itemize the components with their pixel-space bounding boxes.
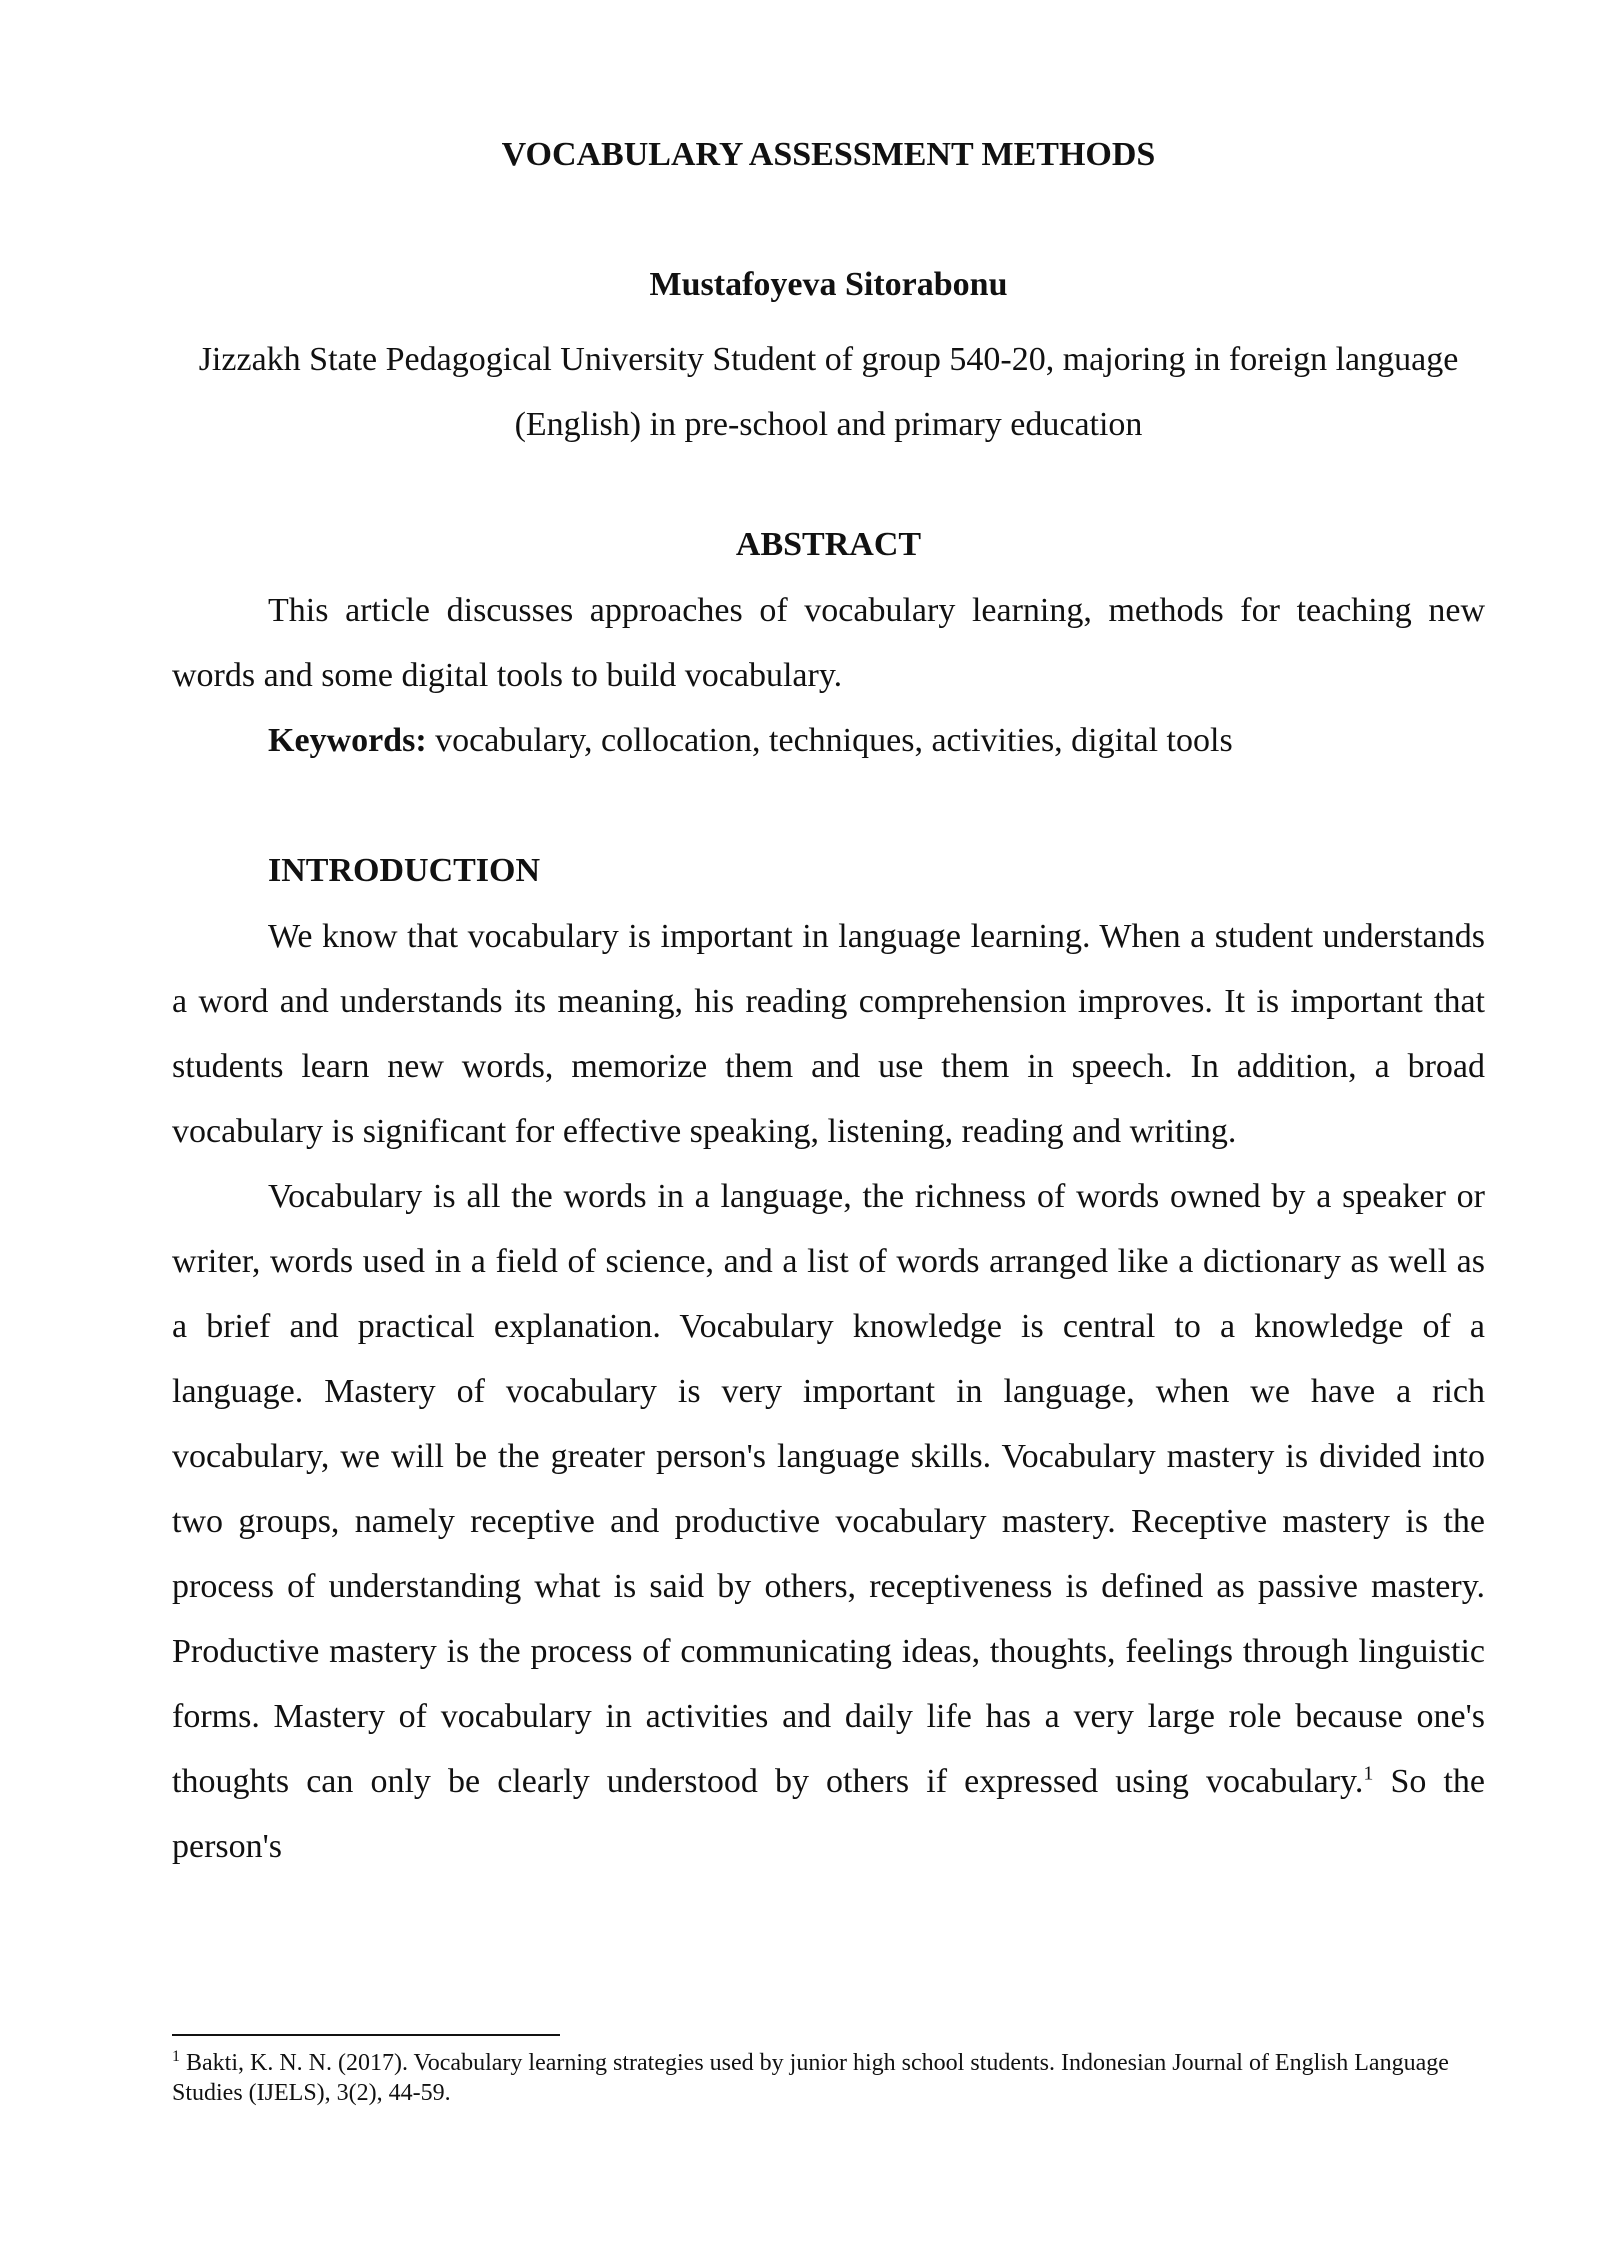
abstract-body (172, 578, 1485, 708)
footnote (172, 2048, 1485, 2108)
keywords-list: vocabulary, collocation, techniques, activities, digital tools (426, 722, 1233, 759)
introduction-heading: INTRODUCTION (268, 852, 541, 889)
keywords-paragraph (172, 708, 1485, 773)
paragraph-2-text: Vocabulary is all the words in a language, the richness of words owned by a speaker or writer, words used in a field of science, and a list of words arranged like a dictionary as well as a brief and practical explanation. Vocabulary knowledge is central to a knowledge of a language. Mastery of vocabulary is very important in language, when we have a rich vocabulary, we will be the greater person's language skills. Vocabulary mastery is divided into two groups, namely receptive and productive vocabulary mastery. Receptive mastery is the process of understanding what is said by others, receptiveness is defined as passive mastery. Productive mastery is the process of communicating ideas, thoughts, feelings through linguistic forms. Mastery of vocabulary in activities and daily life has a very large role because one's thoughts can only be clearly understood by others if expressed using vocabulary. (172, 1178, 1485, 1800)
introduction-paragraph-1: We know that vocabulary is important in language learning. When a student understands a word and understands its meaning, his reading comprehension improves. It is important that students learn new words, memorize them and use them in speech. In addition, a broad vocabulary is significant for effective speaking, listening, reading and writing. (172, 918, 1485, 1150)
paper-title: VOCABULARY ASSESSMENT METHODS (501, 136, 1156, 173)
footnote-text: Bakti, K. N. N. (2017). Vocabulary learning strategies used by junior high school students. Indonesian Journal of English Language Studies (IJELS), 3(2), 44-59. (172, 2050, 1449, 2106)
author-name: Mustafoyeva Sitorabonu (649, 266, 1008, 303)
keywords-label: Keywords: (268, 722, 427, 759)
footnote-reference: 1 (1363, 1762, 1374, 1785)
author-affiliation: Jizzakh State Pedagogical University Student of group 540-20, majoring in foreign language (English) in pre-school and primary education (198, 341, 1459, 443)
footnote-marker: 1 (172, 2048, 180, 2065)
introduction-paragraph-2 (172, 1164, 1485, 1879)
footnote-separator (172, 2034, 560, 2036)
keywords-line (172, 708, 1485, 773)
abstract-paragraph: This article discusses approaches of vocabulary learning, methods for teaching new words and some digital tools to build vocabulary. (172, 592, 1485, 694)
introduction-body (172, 904, 1485, 1879)
abstract-heading: ABSTRACT (735, 526, 922, 563)
paragraph-2-continuation: So the person's (172, 1763, 1485, 1865)
